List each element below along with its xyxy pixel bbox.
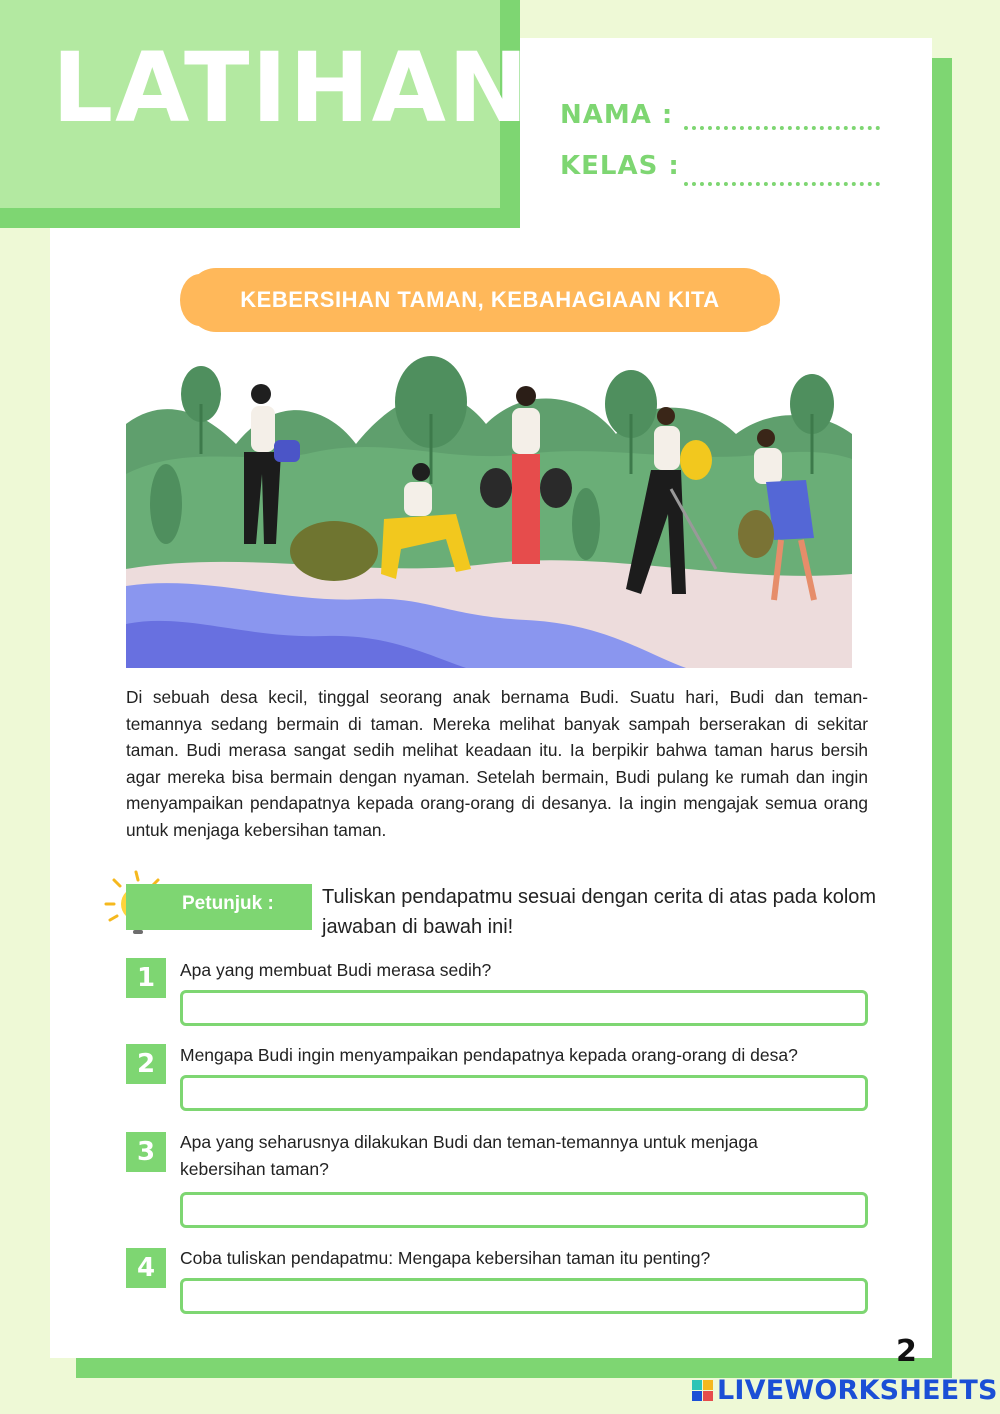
liveworksheets-blocks-icon	[692, 1380, 713, 1401]
class-label: KELAS :	[560, 151, 680, 181]
question-text: Coba tuliskan pendapatmu: Mengapa kebersihan taman itu penting?	[180, 1248, 711, 1268]
liveworksheets-brand: LIVEWORKSHEETS	[717, 1374, 998, 1406]
answer-field-1[interactable]	[180, 990, 868, 1026]
page-title: LATIHAN	[52, 32, 531, 144]
question-number: 1	[126, 958, 166, 998]
question-number: 3	[126, 1132, 166, 1172]
story-paragraph: Di sebuah desa kecil, tinggal seorang anak bernama Budi. Suatu hari, Budi dan teman-temannya sedang bermain di taman. Mereka melihat banyak sampah berserakan di sekitar taman. Budi merasa sangat sedih melihat keadaan itu. Ia berpikir bahwa taman harus bersih agar mereka bisa bermain dengan nyaman. Setelah bermain, Budi pulang ke rumah dan ingin menyampaikan pendapatnya kepada orang-orang di desanya. Ia ingin mengajak semua orang untuk menjaga kebersihan taman.	[126, 687, 868, 840]
instruction-label: Petunjuk :	[182, 893, 274, 914]
answer-field-3[interactable]	[180, 1192, 868, 1228]
page-number: 2	[896, 1334, 917, 1369]
story-title: KEBERSIHAN TAMAN, KEBAHAGIAAN KITA	[240, 287, 720, 312]
name-field[interactable]	[684, 126, 880, 130]
question-text: Mengapa Budi ingin menyampaikan pendapatnya kepada orang-orang di desa?	[180, 1045, 798, 1065]
question-text: Apa yang membuat Budi merasa sedih?	[180, 960, 492, 980]
question-number: 2	[126, 1044, 166, 1084]
class-field[interactable]	[684, 182, 880, 186]
park-cleanup-illustration	[126, 354, 852, 668]
answer-field-4[interactable]	[180, 1278, 868, 1314]
name-label: NAMA :	[560, 100, 674, 130]
question-number: 4	[126, 1248, 166, 1288]
liveworksheets-logo[interactable]	[692, 1374, 998, 1406]
instruction-text: Tuliskan pendapatmu sesuai dengan cerita di atas pada kolom jawaban di bawah ini!	[322, 886, 877, 938]
answer-field-2[interactable]	[180, 1075, 868, 1111]
story-title-banner	[188, 268, 772, 332]
question-text: Apa yang seharusnya dilakukan Budi dan teman-temannya untuk menjaga kebersihan taman?	[180, 1132, 758, 1179]
